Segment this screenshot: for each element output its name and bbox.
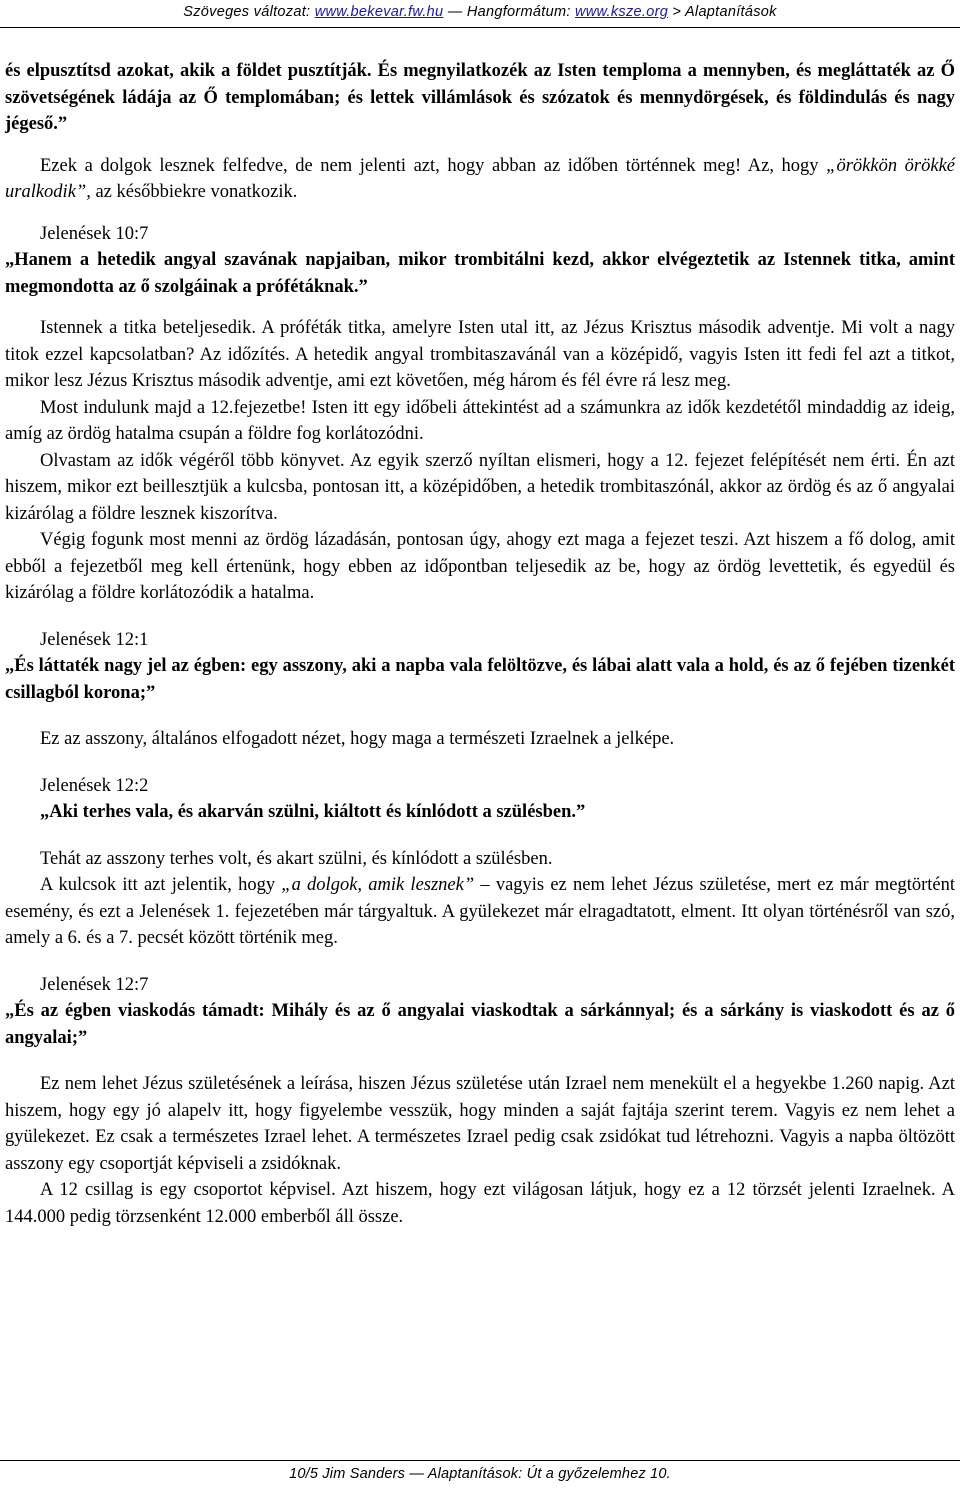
scripture-quote: „Aki terhes vala, és akarván szülni, kiáltott és kínlódott a szülésben.” [40, 802, 586, 822]
scripture-quote: „Hanem a hetedik angyal szavának napjaiban, mikor trombitálni kezd, akkor elvégeztetik az Istennek titka, amint megmondotta az ő szolgáinak a prófétáknak.” [5, 250, 955, 297]
scripture-reference: Jelenések 12:2 [40, 775, 149, 796]
document-body [5, 58, 955, 1230]
paragraph: A 12 csillag is egy csoportot képvisel. Azt hiszem, hogy ezt világosan látjuk, hogy ez a 12 törzsét jelenti Izraelnek. A 144.000 pedig törzsenként 12.000 emberből áll össze. [5, 1180, 955, 1227]
paragraph: A kulcsok itt azt jelentik, hogy „a dolgok, amik lesznek” – vagyis ez nem lehet Jézus születése, mert ez már megtörtént esemény, és ezt a Jelenések 1. fejezetében már tárgyaltuk. A gyülekezet már elragadtatott, elment. Itt olyan történésről van szó, amely a 6. és a 7. pecsét között történik meg. [5, 875, 956, 948]
footer-divider [0, 1460, 960, 1461]
paragraph: Tehát az asszony terhes volt, és akart szülni, és kínlódott a szülésben. [40, 848, 553, 869]
page-header [0, 4, 960, 20]
quote-continuation: és elpusztítsd azokat, akik a földet pusztítják. És megnyilatkozék az Isten temploma a mennyben, és megláttaték az Ő szövetségének ládája az Ő templomában; és lettek villámlások és szózatok és mennydörgések, és földindulás és nagy jégeső.” [5, 61, 955, 134]
header-prefix: Szöveges változat: [183, 4, 315, 20]
scripture-reference: Jelenések 12:7 [40, 974, 149, 995]
header-mid: — Hangformátum: [443, 4, 576, 20]
ksze-link[interactable]: www.ksze.org [575, 4, 669, 20]
paragraph: Ez az asszony, általános elfogadott nézet, hogy maga a természeti Izraelnek a jelképe. [40, 729, 675, 749]
paragraph: Végig fogunk most menni az ördög lázadásán, pontosan úgy, ahogy ezt maga a fejezet teszi. Azt hiszem a fő dolog, amit ebből a fejezetből meg kell értenünk, hogy ebben az időpontban teljesedik az be, hogy az ördög levettetik, és egyedül és kizárólag a földre korlátozódik a hatalma. [5, 530, 955, 603]
bekevar-link[interactable]: www.bekevar.fw.hu [314, 4, 444, 20]
italic-quote: „örökkön örökké uralkodik”, [5, 155, 955, 202]
paragraph: Olvastam az idők végéről több könyvet. Az egyik szerző nyíltan elismeri, hogy a 12. fejezet felépítését nem érti. Én azt hiszem, mikor ezt beillesztjük a kulcsba, pontosan itt, a középidőben, a hetedik trombitaszónál, akkor az ördög és az ő angyalai kizárólag a földre lesznek kiszorítva. [5, 450, 955, 524]
paragraph: Ezek a dolgok lesznek felfedve, de nem jelenti azt, hogy abban az időben történnek meg! Az, hogy „örökkön örökké uralkodik”, az későbbiekre vonatkozik. [5, 155, 955, 202]
italic-quote: „a dolgok, amik lesznek” [281, 875, 475, 895]
paragraph: Most indulunk majd a 12.fejezetbe! Isten itt egy időbeli áttekintést ad a számunkra az idők kezdetétől mindaddig az ideig, amíg az ördög hatalma csupán a földre fog korlátozódni. [5, 397, 955, 444]
paragraph: Ez nem lehet Jézus születésének a leírása, hiszen Jézus születése után Izrael nem menekült el a hegyekbe 1.260 napig. Azt hiszem, hogy egy jó alapelv itt, hogy figyelembe vesszük, hogy minden a saját fajtája szerint terem. Vagyis ez nem lehet a gyülekezet. Ez csak a természetes Izrael lehet. A természetes Izrael pedig csak zsidókat tud létrehozni. Vagyis a napba öltözött asszony egy csoportját képviseli a zsidóknak. [5, 1074, 955, 1174]
scripture-reference: Jelenések 10:7 [40, 223, 149, 244]
scripture-quote: „És az égben viaskodás támadt: Mihály és az ő angyalai viaskodtak a sárkánnyal; és a sárkány is viaskodott és az ő angyalai;” [5, 1001, 955, 1048]
scripture-reference: Jelenések 12:1 [40, 629, 149, 650]
header-divider [0, 27, 960, 28]
scripture-quote: „És láttaték nagy jel az égben: egy asszony, aki a napba vala felöltözve, és lábai alatt vala a hold, és az ő fejében tizenkét csillagból korona;” [5, 656, 955, 703]
header-suffix: > Alaptanítások [668, 4, 777, 20]
paragraph: Istennek a titka beteljesedik. A próféták titka, amelyre Isten utal itt, az Jézus Krisztus második adventje. Mi volt a nagy titok ezzel kapcsolatban? Az időzítés. A hetedik angyal trombitaszavánál van a középidő, vagyis Isten itt fedi fel azt a titkot, mikor lesz Jézus Krisztus második adventje, ami ezt követően, még három és fél évre rá lesz meg. [5, 318, 955, 391]
page-footer: 10/5 Jim Sanders — Alaptanítások: Út a győzelemhez 10. [289, 1466, 671, 1482]
